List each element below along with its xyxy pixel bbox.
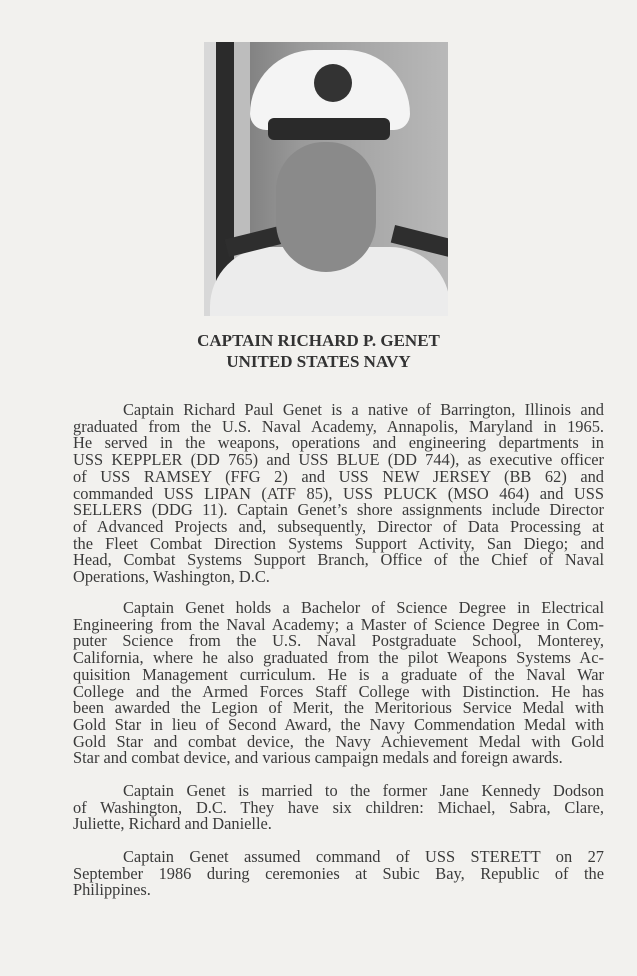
name-heading: CAPTAIN RICHARD P. GENET — [197, 331, 440, 350]
face — [276, 142, 376, 272]
service-heading: UNITED STATES NAVY — [226, 352, 411, 371]
text-line: Star and combat device, and various campaign medals and foreign awards. — [73, 748, 563, 768]
text-line: Head, Combat Systems Support Branch, Office of the Chief of Naval — [73, 550, 604, 570]
text-line: SELLERS (DDG 11). Captain Genet’s shore assignments include Director — [73, 500, 604, 520]
text-line: of Advanced Projects and, subsequently, Director of Data Processing at — [73, 516, 604, 536]
portrait-photo — [204, 42, 448, 316]
cap-badge-icon — [314, 64, 352, 102]
text-line: Gold Star in lieu of Second Award, the Navy Commendation Medal with — [73, 714, 604, 734]
text-line: Juliette, Richard and Danielle. — [73, 814, 272, 834]
text-line: the Fleet Combat Direction Systems Support Activity, San Diego; and — [73, 533, 604, 553]
text-line: California, where he also graduated from the pilot Weapons Systems Ac- — [73, 648, 604, 668]
paragraph-family — [73, 783, 604, 833]
text-line: been awarded the Legion of Merit, the Meritorious Service Medal with — [73, 698, 604, 718]
text-line: Captain Genet holds a Bachelor of Science Degree in Electrical — [123, 598, 604, 617]
text-line: quisition Management curriculum. He is a graduate of the Naval War — [73, 664, 604, 684]
paragraph-education — [73, 600, 604, 767]
text-line: graduated from the U.S. Naval Academy, Annapolis, Maryland in 1965. — [73, 416, 604, 436]
text-line: September 1986 during ceremonies at Subic Bay, Republic of the — [73, 863, 604, 883]
cap-visor — [268, 118, 390, 140]
paragraph-command — [73, 849, 604, 899]
paragraph-career — [73, 402, 604, 586]
text-line: puter Science from the U.S. Naval Postgraduate School, Monterey, — [73, 631, 604, 651]
text-line: Philippines. — [73, 880, 151, 900]
text-line: of USS RAMSEY (FFG 2) and USS NEW JERSEY (BB 62) and — [73, 466, 604, 486]
text-line: Captain Genet is married to the former Jane Kennedy Dodson — [123, 781, 604, 800]
text-line: Operations, Washington, D.C. — [73, 567, 270, 587]
text-line: USS KEPPLER (DD 765) and USS BLUE (DD 744), as executive officer — [73, 450, 604, 470]
text-line: He served in the weapons, operations and engineering departments in — [73, 433, 604, 453]
text-line: of Washington, D.C. They have six children: Michael, Sabra, Clare, — [73, 797, 604, 817]
text-line: commanded USS LIPAN (ATF 85), USS PLUCK (MSO 464) and USS — [73, 483, 604, 503]
text-line: Captain Genet assumed command of USS STERETT on 27 — [123, 847, 604, 866]
text-line: Captain Richard Paul Genet is a native of Barrington, Illinois and — [123, 400, 604, 419]
text-line: Engineering from the Naval Academy; a Master of Science Degree in Com- — [73, 614, 604, 634]
text-line: Gold Star and combat device, the Navy Achievement Medal with Gold — [73, 731, 604, 751]
text-line: College and the Armed Forces Staff College with Distinction. He has — [73, 681, 604, 701]
